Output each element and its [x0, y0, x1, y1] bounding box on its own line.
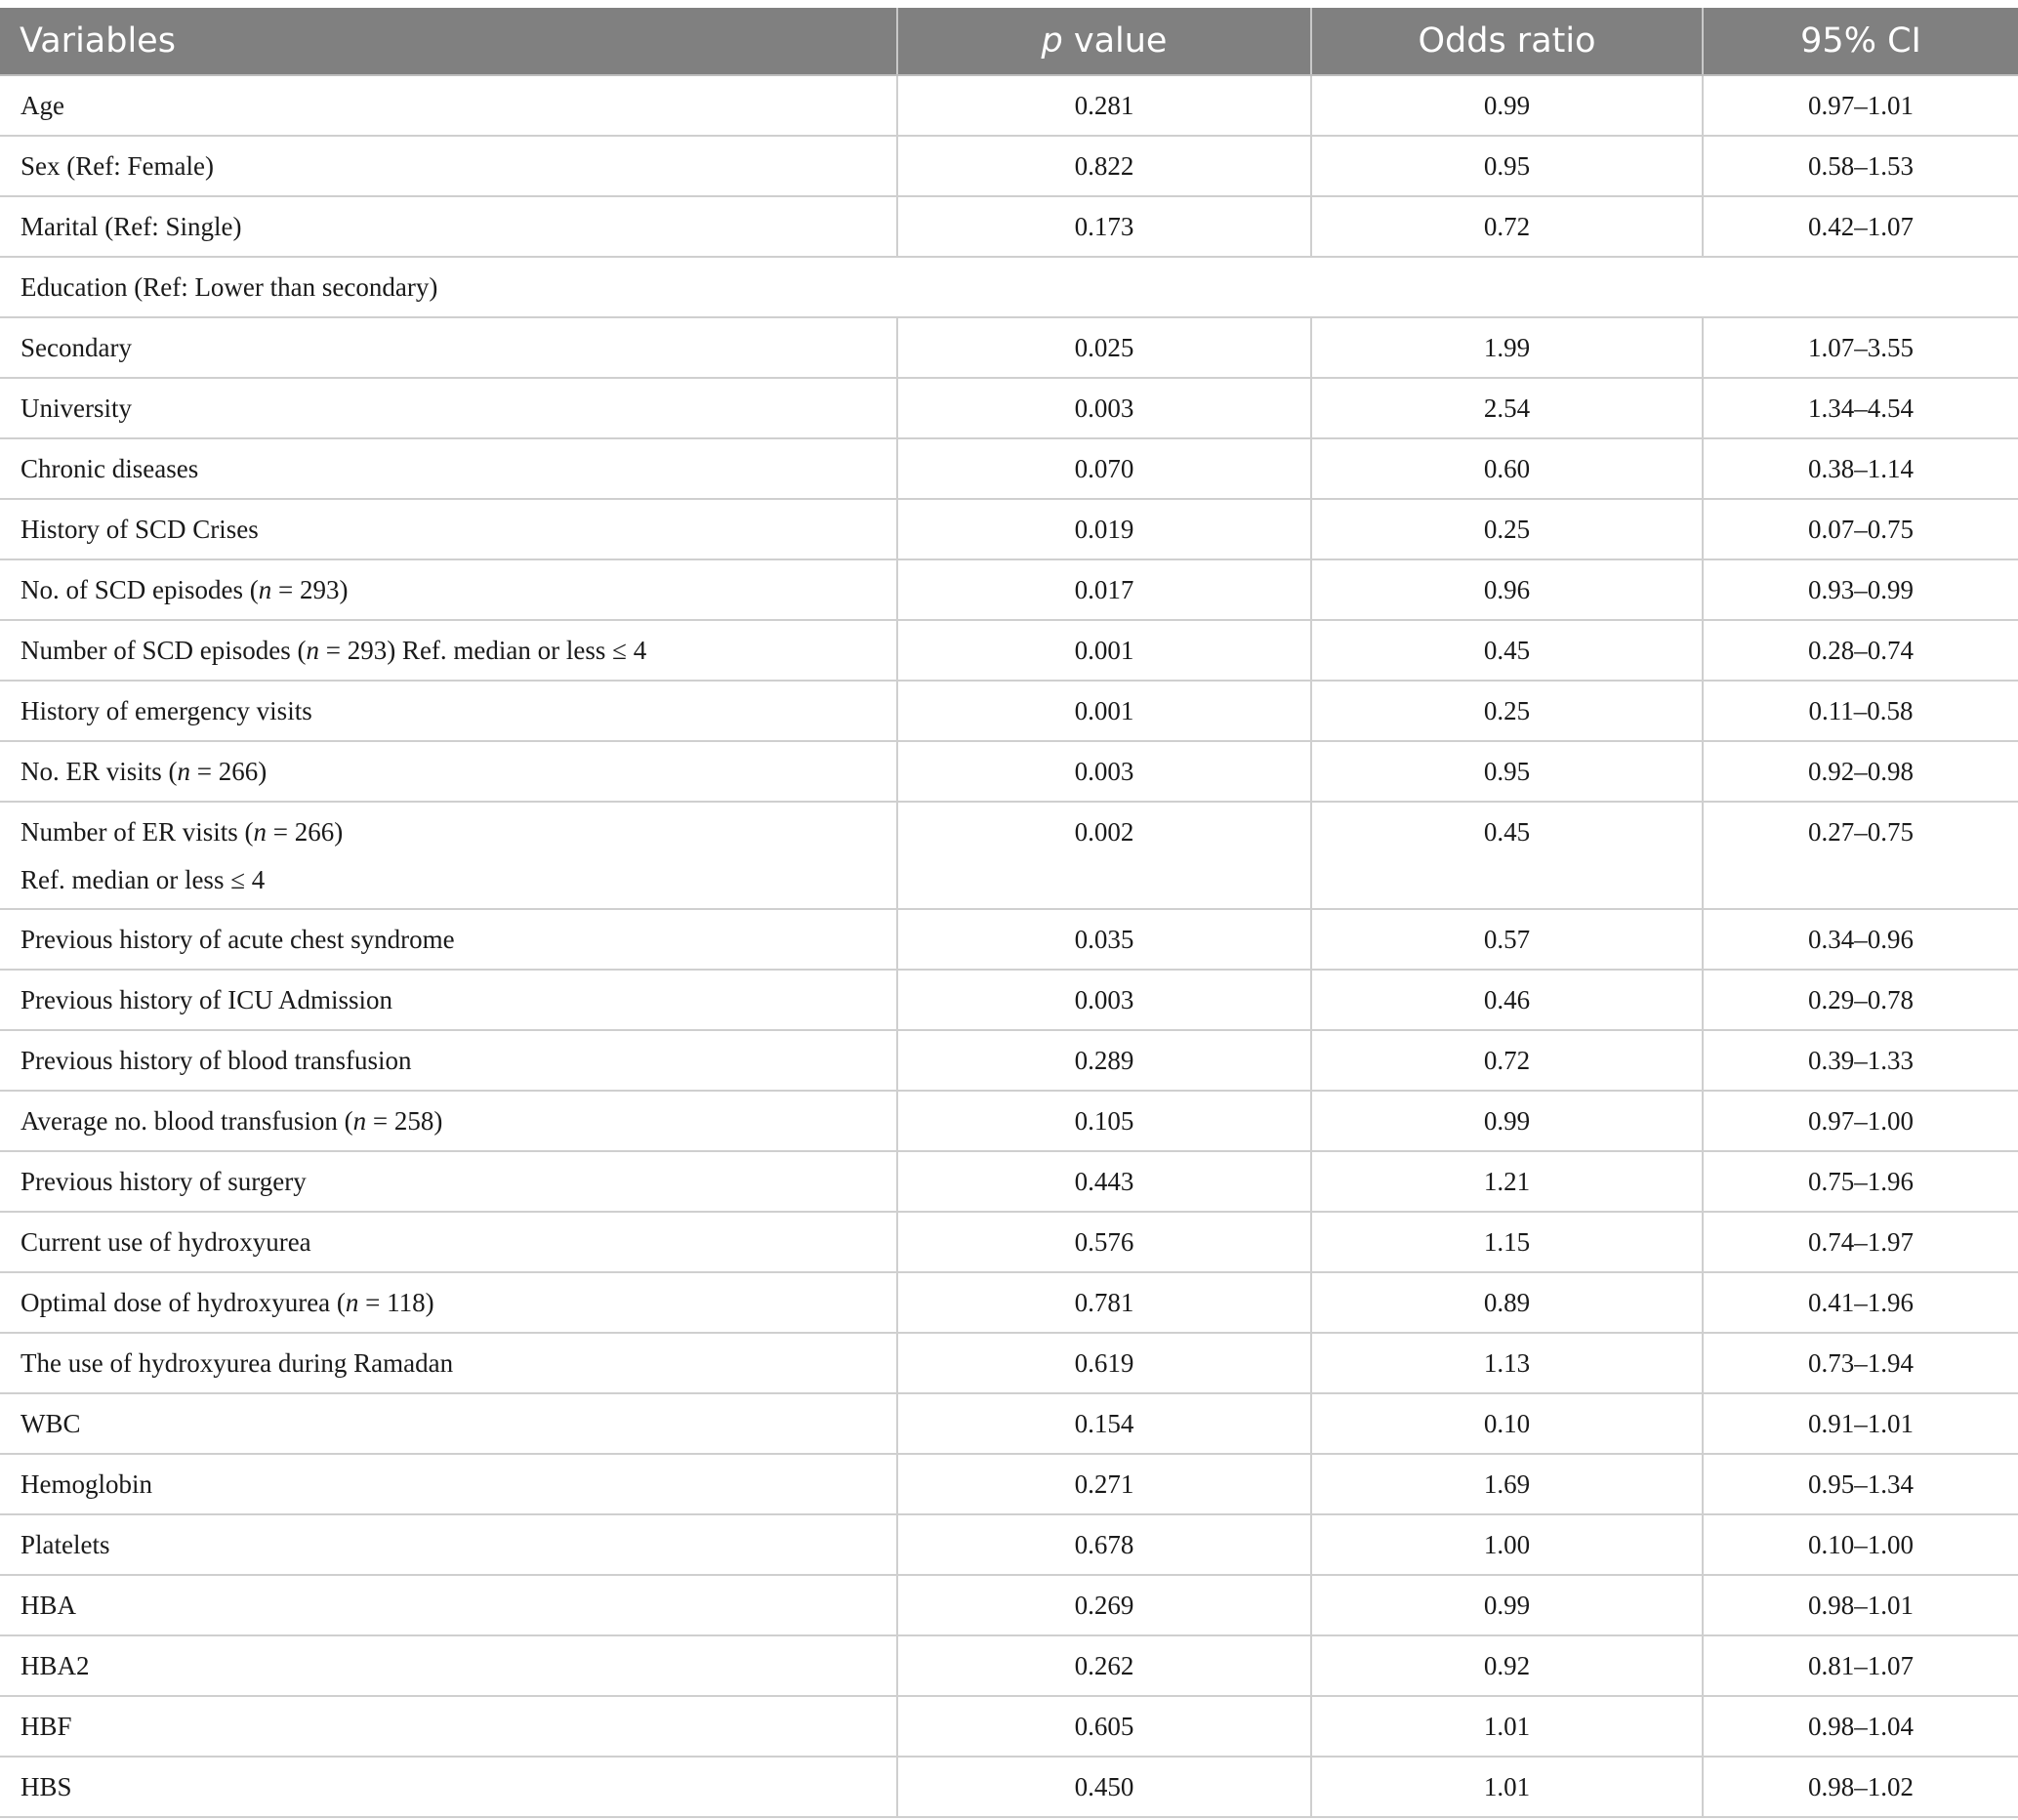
variable-text-suffix: = 293) Ref. median or less ≤ 4 — [318, 635, 647, 665]
cell-ci: 0.97–1.01 — [1703, 75, 2018, 136]
cell-variable — [0, 75, 897, 136]
variable-label — [21, 1772, 72, 1801]
table-row — [0, 681, 2018, 741]
sample-size-symbol: n — [345, 1287, 359, 1317]
cell-variable — [0, 1696, 897, 1757]
table-row — [0, 1757, 2018, 1817]
cell-p-value: 0.271 — [897, 1454, 1311, 1514]
cell-odds-ratio-text: 0.45 — [1483, 817, 1531, 847]
variable-text: Previous history of ICU Admission — [21, 984, 393, 1014]
cell-variable — [0, 438, 897, 499]
header-p-italic: p — [1041, 21, 1063, 61]
table-row — [0, 1151, 2018, 1212]
cell-p-value: 0.003 — [897, 378, 1311, 438]
cell-p-value: 0.173 — [897, 196, 1311, 257]
cell-p-value: 0.822 — [897, 136, 1311, 196]
header-variables: Variables — [0, 8, 897, 75]
variable-text: WBC — [21, 1408, 81, 1438]
variable-label — [21, 575, 348, 604]
cell-variable — [0, 257, 2018, 317]
regression-results-table — [0, 8, 2018, 1818]
variable-label — [21, 151, 214, 181]
cell-variable — [0, 1212, 897, 1272]
table-row — [0, 1454, 2018, 1514]
variable-label — [21, 925, 455, 954]
table-row — [0, 802, 2018, 909]
table-body — [0, 75, 2018, 1817]
variable-label — [21, 212, 241, 241]
variable-text-suffix: = 293) — [271, 574, 349, 604]
variable-text: Number of ER visits ( — [21, 817, 254, 847]
variable-label — [21, 1712, 72, 1741]
variable-text: Education (Ref: Lower than secondary) — [21, 271, 438, 302]
cell-odds-ratio: 1.01 — [1311, 1757, 1703, 1817]
variable-label — [21, 1469, 152, 1499]
cell-odds-ratio: 0.25 — [1311, 499, 1703, 559]
cell-ci: 0.11–0.58 — [1703, 681, 2018, 741]
cell-odds-ratio: 1.99 — [1311, 317, 1703, 378]
variable-text: Marital (Ref: Single) — [21, 211, 242, 241]
cell-odds-ratio: 1.69 — [1311, 1454, 1703, 1514]
variable-text-suffix: = 258) — [366, 1105, 443, 1136]
table-row — [0, 1333, 2018, 1393]
table-row — [0, 317, 2018, 378]
variable-text: Optimal dose of hydroxyurea ( — [21, 1287, 346, 1317]
variable-label — [21, 1348, 453, 1378]
variable-text: History of emergency visits — [21, 695, 312, 725]
cell-variable — [0, 1272, 897, 1333]
variable-text: Platelets — [21, 1529, 110, 1559]
cell-odds-ratio: 1.13 — [1311, 1333, 1703, 1393]
table-row — [0, 438, 2018, 499]
cell-p-value: 0.001 — [897, 620, 1311, 681]
cell-odds-ratio: 0.99 — [1311, 75, 1703, 136]
variable-text: No. ER visits ( — [21, 756, 178, 786]
table-row — [0, 257, 2018, 317]
cell-variable — [0, 196, 897, 257]
cell-variable — [0, 1575, 897, 1635]
cell-ci — [1703, 802, 2018, 909]
variable-label — [21, 1409, 81, 1438]
cell-odds-ratio: 0.57 — [1311, 909, 1703, 970]
cell-ci: 0.58–1.53 — [1703, 136, 2018, 196]
cell-ci: 0.98–1.02 — [1703, 1757, 2018, 1817]
variable-text: Number of SCD episodes ( — [21, 635, 307, 665]
cell-variable — [0, 136, 897, 196]
cell-odds-ratio: 0.25 — [1311, 681, 1703, 741]
variable-text: Secondary — [21, 332, 132, 362]
cell-p-value: 0.019 — [897, 499, 1311, 559]
cell-variable — [0, 802, 897, 909]
cell-ci: 0.97–1.00 — [1703, 1091, 2018, 1151]
cell-ci: 1.34–4.54 — [1703, 378, 2018, 438]
variable-text: HBA2 — [21, 1650, 90, 1680]
cell-odds-ratio: 1.00 — [1311, 1514, 1703, 1575]
cell-ci: 1.07–3.55 — [1703, 317, 2018, 378]
table-row — [0, 378, 2018, 438]
cell-variable — [0, 317, 897, 378]
header-p-value — [897, 8, 1311, 75]
variable-label — [21, 1167, 307, 1196]
cell-p-value: 0.289 — [897, 1030, 1311, 1091]
cell-variable — [0, 1151, 897, 1212]
cell-variable — [0, 1091, 897, 1151]
cell-p-value-text: 0.002 — [1074, 817, 1134, 847]
cell-variable — [0, 741, 897, 802]
cell-p-value: 0.035 — [897, 909, 1311, 970]
variable-text: Chronic diseases — [21, 453, 199, 483]
cell-odds-ratio: 0.46 — [1311, 970, 1703, 1030]
cell-variable — [0, 681, 897, 741]
cell-ci: 0.38–1.14 — [1703, 438, 2018, 499]
variable-label — [21, 515, 259, 544]
variable-text: HBF — [21, 1711, 72, 1741]
variable-label — [21, 636, 646, 665]
cell-ci: 0.91–1.01 — [1703, 1393, 2018, 1454]
variable-label — [21, 757, 267, 786]
cell-p-value: 0.003 — [897, 970, 1311, 1030]
variable-label — [21, 696, 312, 725]
cell-variable — [0, 499, 897, 559]
cell-p-value: 0.154 — [897, 1393, 1311, 1454]
cell-ci: 0.07–0.75 — [1703, 499, 2018, 559]
cell-variable — [0, 1030, 897, 1091]
variable-label — [21, 91, 64, 120]
cell-ci: 0.75–1.96 — [1703, 1151, 2018, 1212]
variable-text: Hemoglobin — [21, 1468, 152, 1499]
variable-text: Age — [21, 90, 64, 120]
variable-text: HBA — [21, 1590, 77, 1620]
table-row — [0, 196, 2018, 257]
cell-odds-ratio: 1.01 — [1311, 1696, 1703, 1757]
cell-ci: 0.74–1.97 — [1703, 1212, 2018, 1272]
cell-ci: 0.39–1.33 — [1703, 1030, 2018, 1091]
cell-ci: 0.41–1.96 — [1703, 1272, 2018, 1333]
header-p-rest: value — [1062, 21, 1168, 61]
variable-text: Previous history of acute chest syndrome — [21, 924, 455, 954]
variable-text: Previous history of surgery — [21, 1166, 307, 1196]
variable-label — [21, 1530, 109, 1559]
cell-p-value: 0.269 — [897, 1575, 1311, 1635]
cell-p-value: 0.003 — [897, 741, 1311, 802]
header-odds-ratio: Odds ratio — [1311, 8, 1703, 75]
cell-p-value: 0.678 — [897, 1514, 1311, 1575]
cell-odds-ratio: 0.95 — [1311, 741, 1703, 802]
cell-odds-ratio: 0.72 — [1311, 196, 1703, 257]
variable-label — [21, 1591, 76, 1620]
variable-text: No. of SCD episodes ( — [21, 574, 259, 604]
cell-variable — [0, 620, 897, 681]
cell-odds-ratio: 1.21 — [1311, 1151, 1703, 1212]
variable-text: University — [21, 393, 132, 423]
table-row — [0, 1514, 2018, 1575]
results-table-container — [0, 8, 2018, 1818]
cell-p-value: 0.619 — [897, 1333, 1311, 1393]
cell-ci: 0.28–0.74 — [1703, 620, 2018, 681]
variable-text: Average no. blood transfusion ( — [21, 1105, 353, 1136]
sample-size-symbol: n — [177, 756, 191, 786]
cell-p-value: 0.576 — [897, 1212, 1311, 1272]
table-row — [0, 1575, 2018, 1635]
cell-ci: 0.29–0.78 — [1703, 970, 2018, 1030]
cell-odds-ratio: 1.15 — [1311, 1212, 1703, 1272]
variable-text: Previous history of blood transfusion — [21, 1045, 412, 1075]
cell-p-value: 0.450 — [897, 1757, 1311, 1817]
cell-ci: 0.34–0.96 — [1703, 909, 2018, 970]
cell-odds-ratio: 0.72 — [1311, 1030, 1703, 1091]
cell-p-value: 0.025 — [897, 317, 1311, 378]
cell-variable — [0, 559, 897, 620]
cell-p-value: 0.262 — [897, 1635, 1311, 1696]
variable-label — [21, 1046, 411, 1075]
variable-label — [21, 803, 896, 847]
variable-label — [21, 333, 132, 362]
cell-ci: 0.95–1.34 — [1703, 1454, 2018, 1514]
table-row — [0, 741, 2018, 802]
header-ci: 95% CI — [1703, 8, 2018, 75]
cell-odds-ratio: 0.45 — [1311, 620, 1703, 681]
cell-p-value: 0.017 — [897, 559, 1311, 620]
table-row — [0, 1696, 2018, 1757]
cell-p-value: 0.001 — [897, 681, 1311, 741]
variable-label — [21, 272, 437, 302]
cell-p-value: 0.070 — [897, 438, 1311, 499]
variable-text: HBS — [21, 1771, 72, 1801]
cell-variable — [0, 1757, 897, 1817]
cell-p-value: 0.443 — [897, 1151, 1311, 1212]
cell-ci-text: 0.27–0.75 — [1808, 817, 1914, 847]
cell-variable — [0, 378, 897, 438]
variable-label — [21, 1288, 434, 1317]
cell-variable — [0, 1393, 897, 1454]
variable-text: History of SCD Crises — [21, 514, 259, 544]
cell-ci: 0.98–1.01 — [1703, 1575, 2018, 1635]
cell-odds-ratio: 0.89 — [1311, 1272, 1703, 1333]
cell-variable — [0, 1514, 897, 1575]
variable-label — [21, 1106, 442, 1136]
cell-odds-ratio: 0.96 — [1311, 559, 1703, 620]
cell-odds-ratio: 0.60 — [1311, 438, 1703, 499]
variable-label — [21, 393, 132, 423]
cell-p-value — [897, 802, 1311, 909]
table-header — [0, 8, 2018, 75]
cell-p-value: 0.105 — [897, 1091, 1311, 1151]
table-row — [0, 1393, 2018, 1454]
cell-variable — [0, 1333, 897, 1393]
cell-ci: 0.10–1.00 — [1703, 1514, 2018, 1575]
variable-label — [21, 1227, 311, 1257]
cell-odds-ratio — [1311, 802, 1703, 909]
sample-size-symbol: n — [306, 635, 319, 665]
cell-ci: 0.42–1.07 — [1703, 196, 2018, 257]
table-row — [0, 1030, 2018, 1091]
variable-text: The use of hydroxyurea during Ramadan — [21, 1347, 454, 1378]
cell-variable — [0, 1454, 897, 1514]
header-row — [0, 8, 2018, 75]
sample-size-symbol: n — [352, 1105, 367, 1136]
cell-p-value: 0.605 — [897, 1696, 1311, 1757]
cell-variable — [0, 1635, 897, 1696]
table-row — [0, 620, 2018, 681]
variable-label — [21, 1651, 90, 1680]
variable-label — [21, 985, 392, 1014]
cell-odds-ratio: 2.54 — [1311, 378, 1703, 438]
cell-odds-ratio: 0.99 — [1311, 1575, 1703, 1635]
cell-p-value: 0.781 — [897, 1272, 1311, 1333]
variable-text-suffix: = 266) — [266, 817, 344, 847]
cell-ci: 0.98–1.04 — [1703, 1696, 2018, 1757]
cell-ci: 0.92–0.98 — [1703, 741, 2018, 802]
cell-odds-ratio: 0.99 — [1311, 1091, 1703, 1151]
cell-ci: 0.81–1.07 — [1703, 1635, 2018, 1696]
table-row — [0, 1635, 2018, 1696]
cell-p-value: 0.281 — [897, 75, 1311, 136]
variable-text: Current use of hydroxyurea — [21, 1226, 311, 1257]
table-row — [0, 136, 2018, 196]
cell-odds-ratio: 0.92 — [1311, 1635, 1703, 1696]
sample-size-symbol: n — [253, 817, 267, 847]
table-row — [0, 1091, 2018, 1151]
table-row — [0, 970, 2018, 1030]
sample-size-symbol: n — [258, 574, 272, 604]
cell-variable — [0, 970, 897, 1030]
variable-text: Sex (Ref: Female) — [21, 150, 214, 181]
table-row — [0, 499, 2018, 559]
table-row — [0, 909, 2018, 970]
table-row — [0, 1212, 2018, 1272]
cell-odds-ratio: 0.10 — [1311, 1393, 1703, 1454]
variable-text-suffix: = 118) — [358, 1287, 434, 1317]
cell-odds-ratio: 0.95 — [1311, 136, 1703, 196]
variable-label — [21, 454, 198, 483]
cell-variable — [0, 909, 897, 970]
cell-ci: 0.93–0.99 — [1703, 559, 2018, 620]
variable-label-line2: Ref. median or less ≤ 4 — [21, 865, 266, 894]
table-row — [0, 75, 2018, 136]
variable-text-suffix: = 266) — [190, 756, 268, 786]
table-row — [0, 559, 2018, 620]
table-row — [0, 1272, 2018, 1333]
cell-ci: 0.73–1.94 — [1703, 1333, 2018, 1393]
